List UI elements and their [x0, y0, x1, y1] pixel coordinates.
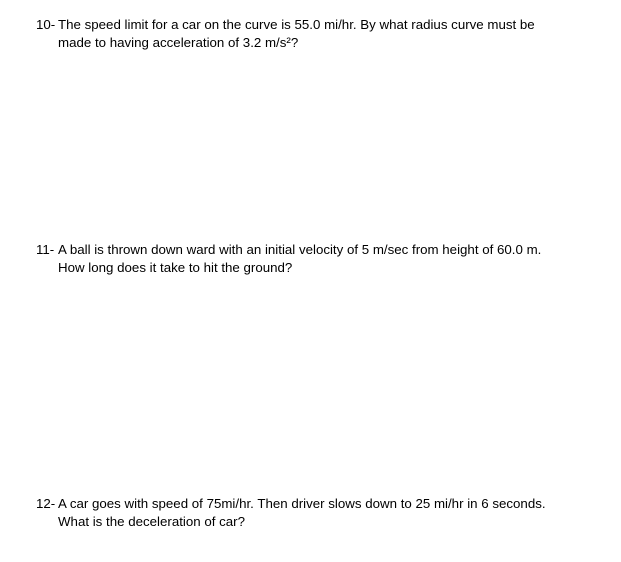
question-10: [36, 16, 606, 52]
question-11: [36, 241, 606, 277]
question-12-text-2: What is the deceleration of car?: [58, 514, 245, 529]
question-12-line-1: [36, 495, 606, 513]
question-12-number: 12-: [36, 496, 56, 511]
question-11-line-1: [36, 241, 606, 259]
question-12-text-1: A car goes with speed of 75mi/hr. Then driver slows down to 25 mi/hr in 6 seconds.: [58, 496, 546, 511]
question-10-text-2: made to having acceleration of 3.2 m/s²?: [58, 35, 299, 50]
question-11-text-2: How long does it take to hit the ground?: [58, 260, 293, 275]
question-10-line-1: [36, 16, 606, 34]
question-12: [36, 495, 606, 531]
question-11-number: 11-: [36, 242, 55, 257]
question-11-text-1: A ball is thrown down ward with an initial velocity of 5 m/sec from height of 60.0 m.: [58, 242, 542, 257]
question-10-number: 10-: [36, 17, 56, 32]
question-10-text-1: The speed limit for a car on the curve is 55.0 mi/hr. By what radius curve must be: [58, 17, 535, 32]
